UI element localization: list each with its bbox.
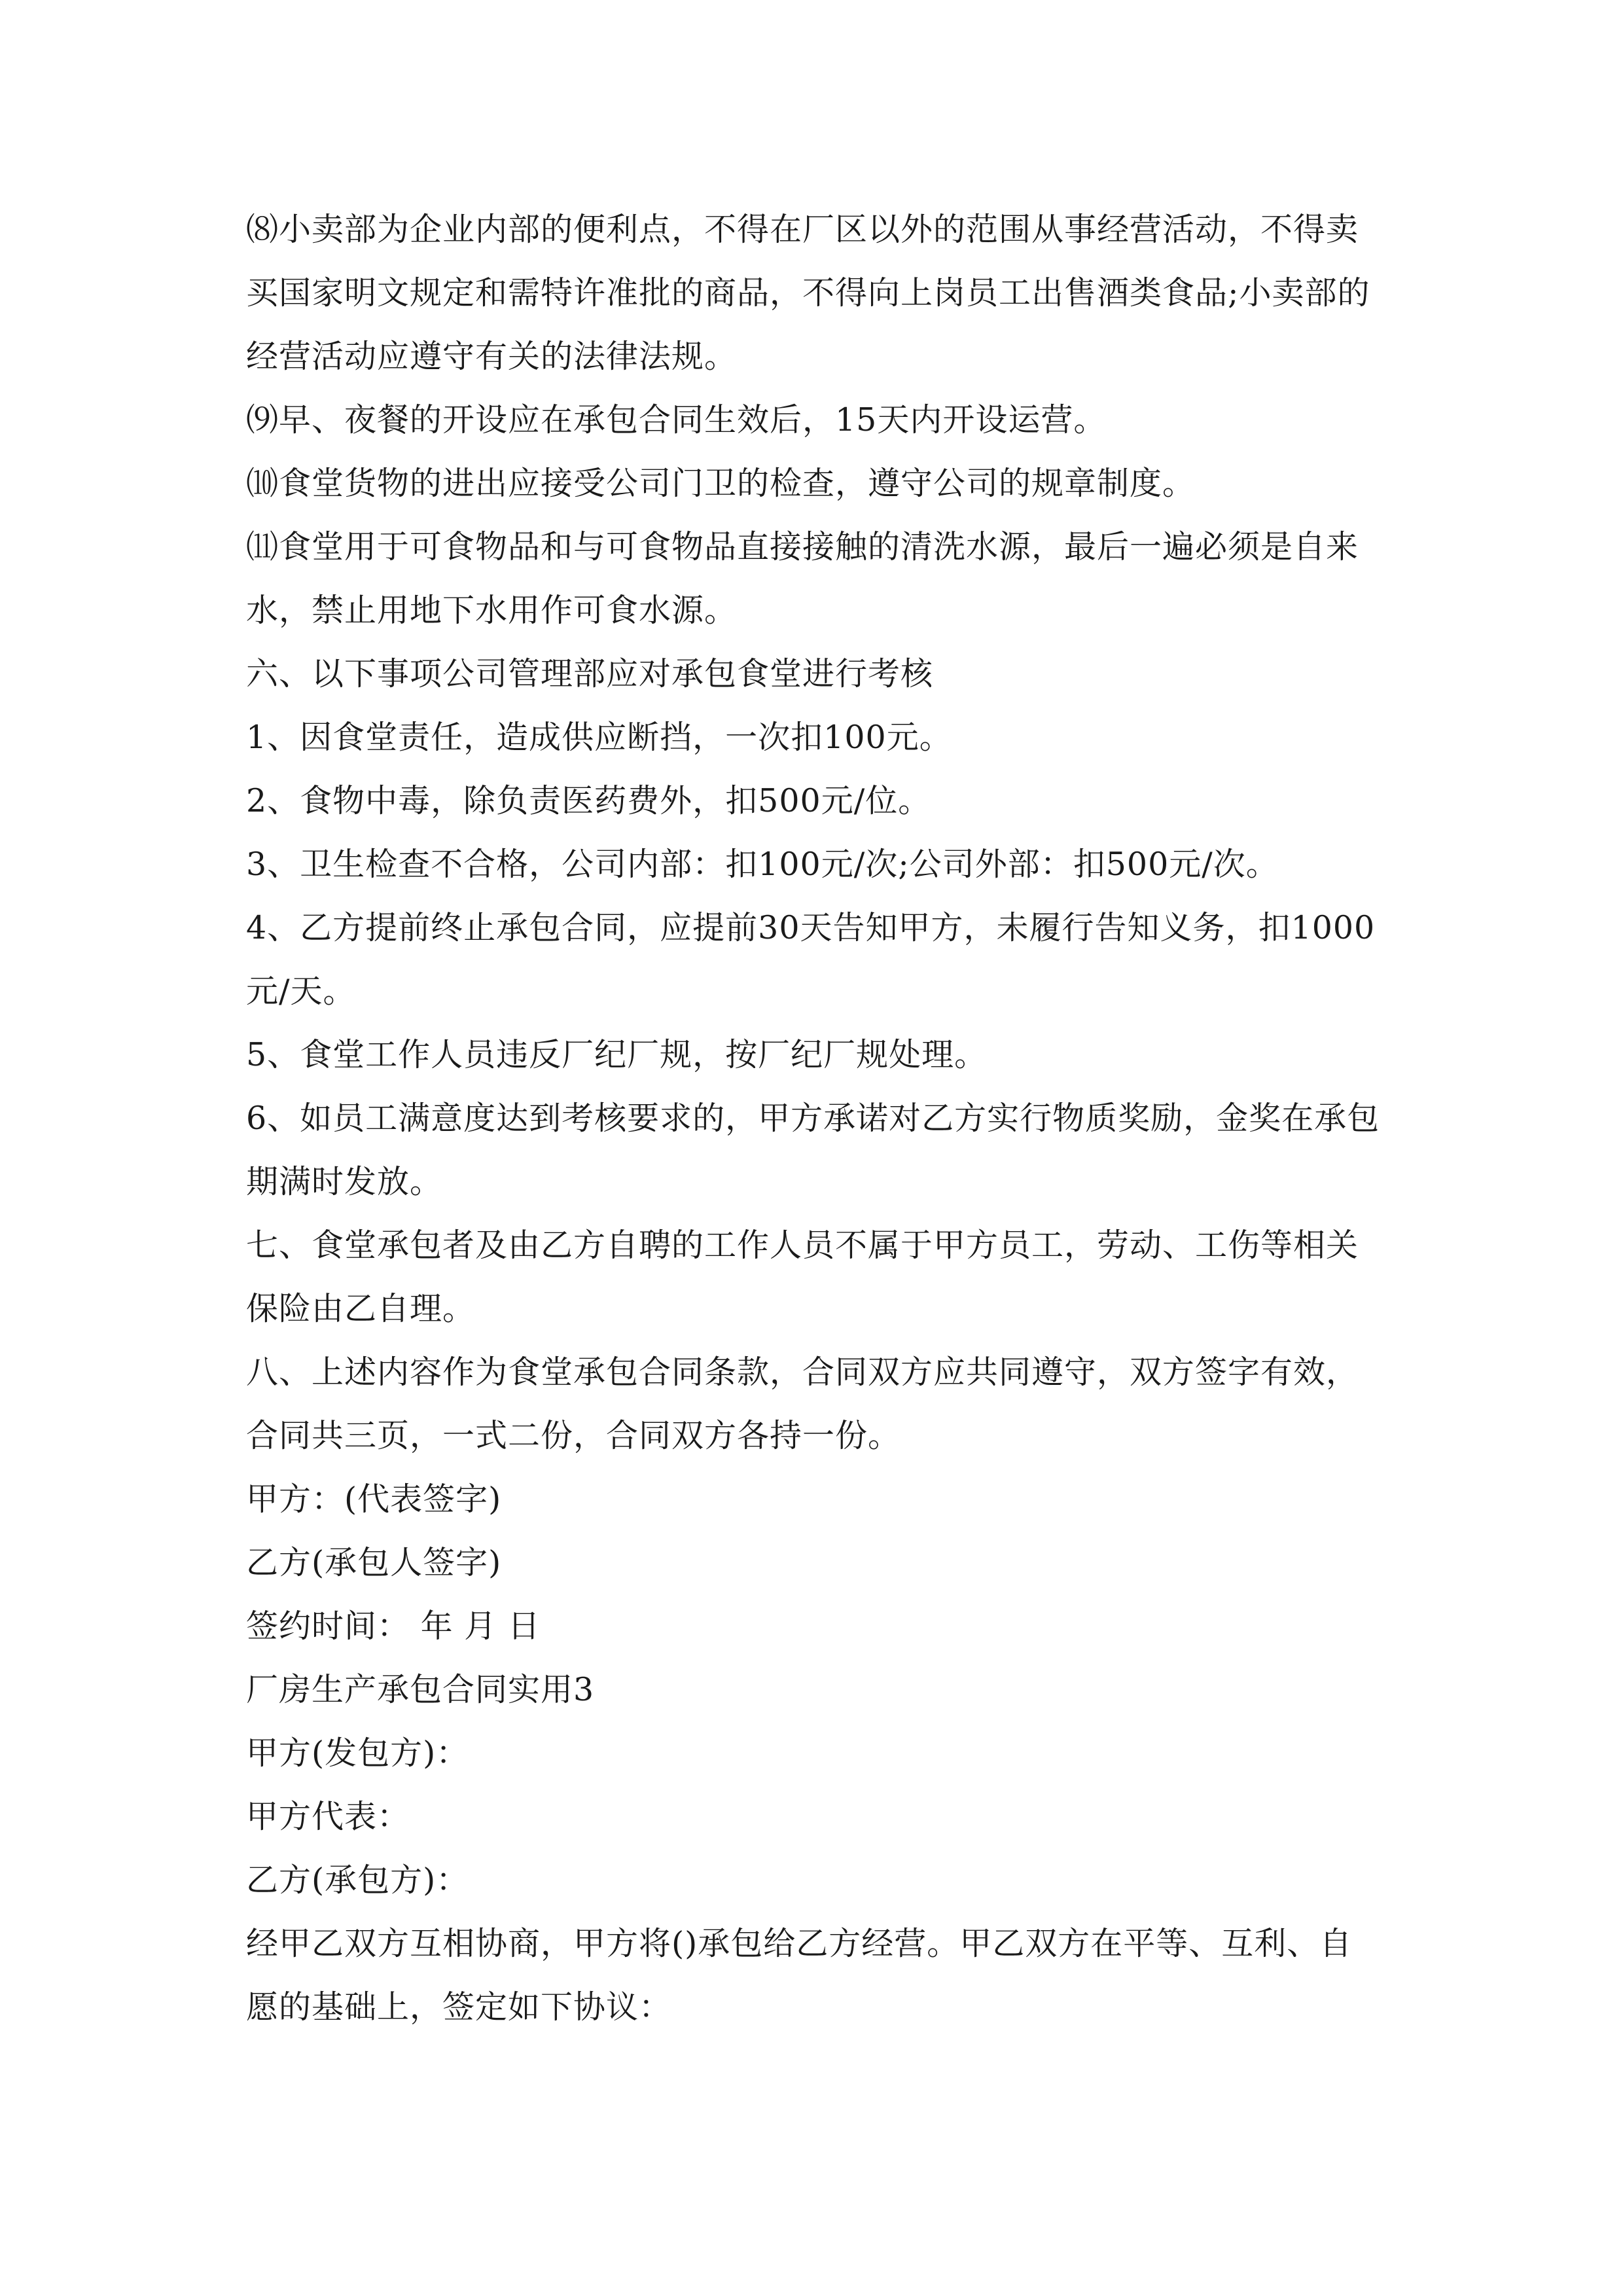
party-b-contractor: 乙方(承包方)： <box>246 1861 469 1899</box>
paragraph-item-9: ⑼早、夜餐的开设应在承包合同生效后，15天内开设运营。 <box>246 401 1107 439</box>
paragraph-item-10: ⑽食堂货物的进出应接受公司门卫的检查，遵守公司的规章制度。 <box>246 465 1196 502</box>
party-a-signature: 甲方：(代表签字) <box>246 1480 502 1518</box>
party-a-issuer: 甲方(发包方)： <box>246 1734 469 1772</box>
section-seven: 七、食堂承包者及由乙方自聘的工作人员不属于甲方员工，劳动、工伤等相关保险由乙自理。 <box>246 1227 1359 1327</box>
assessment-item-2: 2、食物中毒，除负责医药费外，扣500元/位。 <box>246 782 931 819</box>
signing-date: 签约时间： 年 月 日 <box>246 1607 541 1645</box>
assessment-item-3: 3、卫生检查不合格，公司内部：扣100元/次;公司外部：扣500元/次。 <box>246 846 1279 883</box>
paragraph-item-8: ⑻小卖部为企业内部的便利点，不得在厂区以外的范围从事经营活动，不得卖买国家明文规定和需特许准批的商品，不得向上岗员工出售酒类食品;小卖部的经营活动应遵守有关的法律法规。 <box>246 211 1370 375</box>
party-b-signature: 乙方(承包人签字) <box>246 1544 502 1581</box>
document-body <box>246 198 1385 2039</box>
assessment-item-4: 4、乙方提前终止承包合同，应提前30天告知甲方，未履行告知义务，扣1000元/天。 <box>246 909 1376 1010</box>
assessment-item-5: 5、食堂工作人员违反厂纪厂规，按厂纪厂规处理。 <box>246 1036 988 1073</box>
assessment-item-6: 6、如员工满意度达到考核要求的，甲方承诺对乙方实行物质奖励，金奖在承包期满时发放。 <box>246 1100 1380 1200</box>
section-heading-six: 六、以下事项公司管理部应对承包食堂进行考核 <box>246 655 934 692</box>
party-a-representative: 甲方代表： <box>246 1798 410 1835</box>
paragraph-item-11: ⑾食堂用于可食物品和与可食物品直接接触的清洗水源，最后一遍必须是自来水，禁止用地下水用作可食水源。 <box>246 528 1359 629</box>
contract-title: 厂房生产承包合同实用3 <box>246 1671 595 1708</box>
assessment-item-1: 1、因食堂责任，造成供应断挡，一次扣100元。 <box>246 719 952 756</box>
agreement-intro: 经甲乙双方互相协商，甲方将()承包给乙方经营。甲乙双方在平等、互利、自愿的基础上，签定如下协议： <box>246 1925 1353 2026</box>
section-eight: 八、上述内容作为食堂承包合同条款，合同双方应共同遵守，双方签字有效，合同共三页，一式二份，合同双方各持一份。 <box>246 1354 1359 1454</box>
